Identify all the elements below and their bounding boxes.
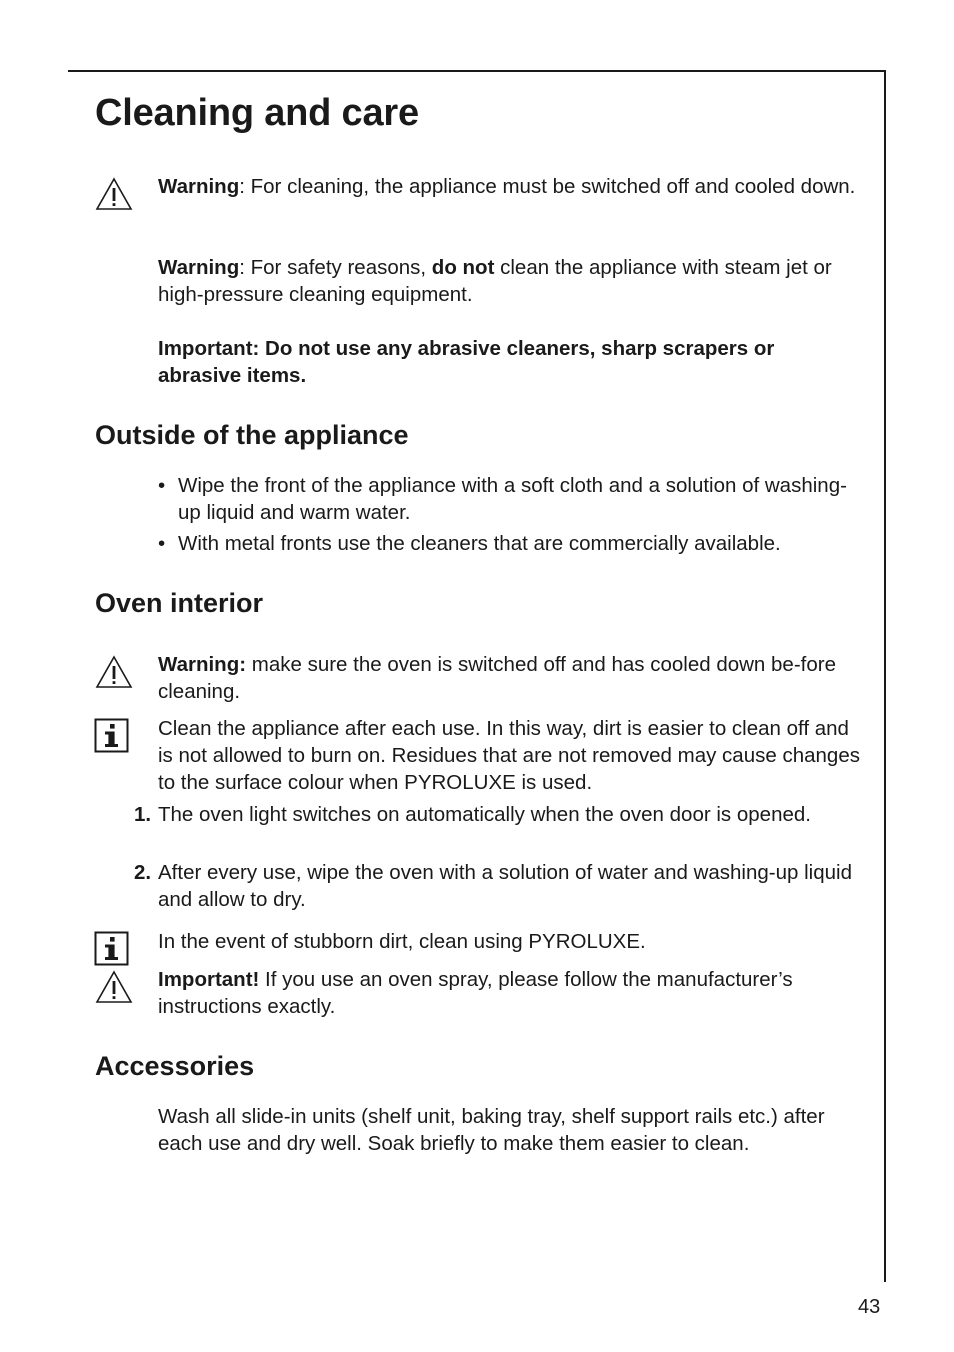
warning-triangle-icon (94, 176, 134, 212)
list-item: • With metal fronts use the cleaners that are commercially available. (158, 532, 781, 555)
warning-triangle-icon (94, 654, 134, 690)
accessories-text: Wash all slide-in units (shelf unit, baking tray, shelf support rails etc.) after each use and dry well. Soak briefly to make them easier to clean. (158, 1105, 825, 1155)
warning-triangle-icon (94, 969, 134, 1005)
warning-steam-jet: Warning: For safety reasons, do not clean the appliance with steam jet or high-pressure cleaning equipment. (158, 256, 832, 306)
info-clean-after-use: Clean the appliance after each use. In this way, dirt is easier to clean off and is not allowed to burn on. Residues that are not removed may cause changes to the surface colour when PYROLUXE is used. (158, 717, 860, 794)
heading-oven-interior: Oven interior (95, 588, 264, 618)
info-icon (94, 718, 130, 754)
list-item: 2. After every use, wipe the oven with a solution of water and washing-up liquid and allow to dry. (134, 861, 852, 911)
important-abrasive: Important: Do not use any abrasive cleaners, sharp scrapers or abrasive items. (158, 337, 775, 387)
list-item: • Wipe the front of the appliance with a soft cloth and a solution of washing-up liquid and warm water. (158, 474, 847, 524)
page-number: 43 (858, 1296, 881, 1318)
warning-switch-off: Warning: For cleaning, the appliance must be switched off and cooled down. (158, 175, 856, 198)
info-pyroluxe: In the event of stubborn dirt, clean using PYROLUXE. (158, 930, 646, 953)
page-title: Cleaning and care (95, 92, 419, 134)
warning-oven-off: Warning: make sure the oven is switched off and has cooled down be-fore cleaning. (158, 653, 836, 703)
right-rule (884, 70, 886, 1282)
important-oven-spray: Important! If you use an oven spray, please follow the manufacturer’s instructions exactly. (158, 968, 793, 1018)
heading-accessories: Accessories (95, 1051, 255, 1081)
list-item: 1. The oven light switches on automatically when the oven door is opened. (134, 803, 811, 826)
heading-outside: Outside of the appliance (95, 420, 409, 450)
info-icon (94, 931, 130, 967)
top-rule (68, 70, 886, 72)
